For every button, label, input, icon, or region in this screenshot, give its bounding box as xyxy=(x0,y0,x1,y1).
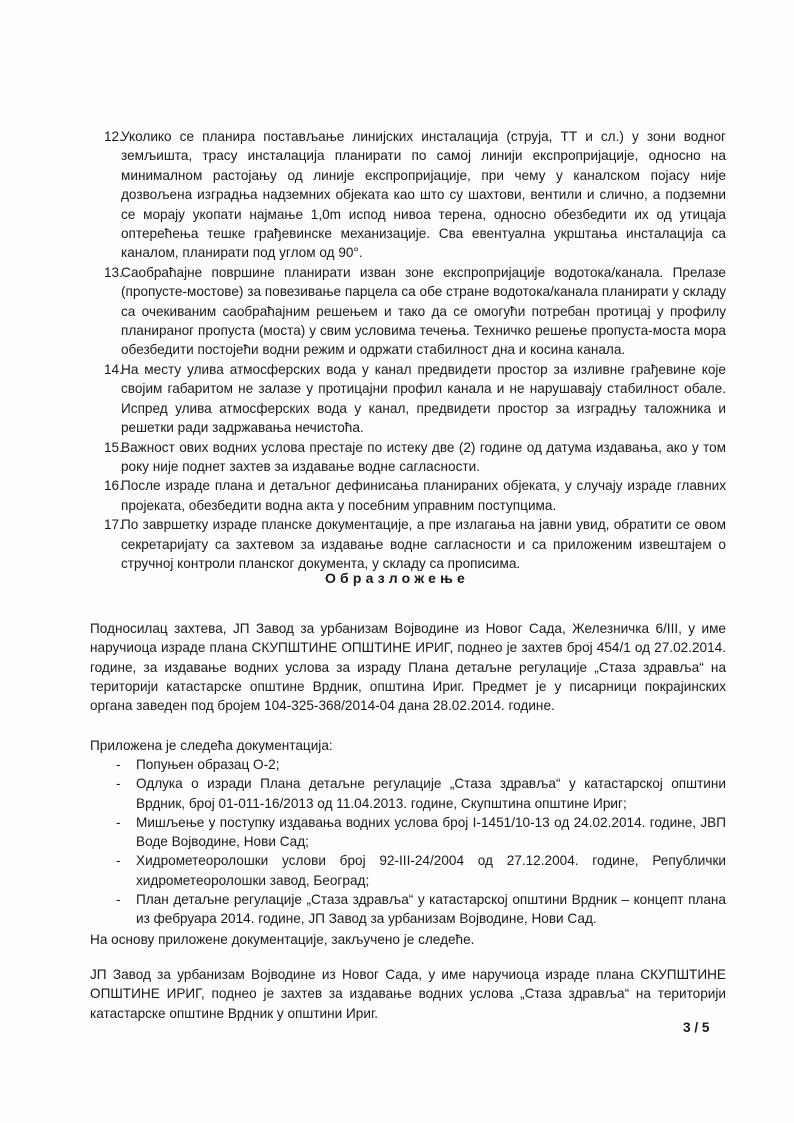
condition-number: 14. xyxy=(104,361,123,377)
conclusion-paragraph: ЈП Завод за урбанизам Војводине из Новог Сада, у име наручиоца израде плана СКУПШТИНЕ ОПШТИНЕ ИРИГ, поднео је захтев за издавање водних услова „Стаза здравља“ на територији катастарске општине Врдник у општини Ириг. xyxy=(90,967,726,1021)
documentation-item: - Одлука о изради Плана детаљне регулације „Стаза здравља“ у катастарској општини Врдник, број 01-011-16/2013 од 11.04.2013. године, Скупштина општине Ириг; xyxy=(116,774,726,813)
documentation-item: - Попуњен образац О-2; xyxy=(116,755,726,774)
condition-number: 13. xyxy=(104,264,123,280)
condition-text: На месту улива атмосферских вода у канал предвидети простор за изливне грађевине које својим габаритом не залазе у протицајни профил канала и не нарушавају стабилност обале. Испред улива атмосферских вода у канал, предвидети простор за изградњу таложника и решетки ради задржавања нечистоћа. xyxy=(121,361,726,436)
condition-number: 17. xyxy=(104,517,123,533)
condition-item xyxy=(104,438,726,477)
documentation-item: - Мишљење у поступку издавања водних услова број I-1451/10-13 од 24.02.2014. године, ЈВП Воде Војводине, Нови Сад; xyxy=(116,813,726,852)
condition-number: 12. xyxy=(104,129,123,144)
section-heading: Образложење xyxy=(324,570,470,586)
condition-text: После израде плана и детаљног дефинисања планираних објеката, у случају израде главних пројеката, обезбедити водна акта у посебним управним поступцима. xyxy=(121,478,726,513)
conditions-list xyxy=(104,127,726,573)
page-number: 3 / 5 xyxy=(683,1020,710,1035)
condition-number: 16. xyxy=(104,478,123,494)
condition-item xyxy=(104,360,726,438)
condition-text: Важност ових водних услова престаје по истеку две (2) године од датума издавања, ако у том року није поднет захтев за издавање водне сагласности. xyxy=(121,439,726,474)
documentation-list xyxy=(116,755,726,929)
condition-item xyxy=(104,127,726,263)
condition-text: По завршетку израде планске документације, а пре излагања на јавни увид, обратити се овом секретаријату са захтевом за издавање водне сагласности и са приложеним извештајем о стручној контроли планског документа, у складу са прописима. xyxy=(121,517,726,571)
condition-item xyxy=(104,263,726,360)
documentation-item: - Хидрометеоролошки услови број 92-III-24/2004 од 27.12.2004. године, Републички хидрометеоролошки завод, Београд; xyxy=(116,851,726,890)
condition-text: Уколико се планира постављање линијских инсталација (струја, ТТ и сл.) у зони водног земљишта, трасу инсталација планирати по самој линији експропријације, односно на минималном растојању од линије експропријације, при чему у каналском појасу није дозвољена изградња надземних објеката као што су шахтови, вентили и слично, а подземни се морају укопати најмање 1,0m испод нивоа терена, односно обезбедити их од утицаја оптерећења тешке грађевинске механизације. Сва евентуална укрштања инсталација са каналом, планирати под углом од 90°. xyxy=(121,129,726,261)
condition-item xyxy=(104,476,726,515)
condition-item xyxy=(104,515,726,573)
applicant-paragraph: Подносилац захтева, ЈП Завод за урбанизам Војводине из Новог Сада, Железничка 6/III, у име наручиоца израде плана СКУПШТИНЕ ОПШТИНЕ ИРИГ, поднео је захтев број 454/1 од 27.02.2014. године, за издавање водних услова за израду Плана детаљне регулације „Стаза здравља“ на територији катастарске општине Врдник, општина Ириг. Предмет је у писарници покрајинских органа заведен под бројем 104-325-368/2014-04 дана 28.02.2014. године. xyxy=(90,621,726,714)
documentation-intro: Приложена је следећа документација: xyxy=(90,738,333,753)
condition-number: 15. xyxy=(104,439,123,455)
condition-text: Саобраћајне површине планирати изван зоне експропријације водотока/канала. Прелазе (пропусте-мостове) за повезивање парцела са обе стране водотока/канала планирати у складу са очекиваним саобраћајним решењем и тако да се омогући потребан протицај у профилу планираног пропуста (моста) у свим условима течења. Техничко решење пропуста-моста мора обезбедити постојећи водни режим и одржати стабилност дна и косина канала. xyxy=(121,264,726,358)
documentation-item: - План детаљне регулације „Стаза здравља“ у катастарској општини Врдник – концепт плана из фебруара 2014. године, ЈП Завод за урбанизам Војводине, Нови Сад. xyxy=(116,890,726,929)
conclusion-intro: На основу приложене документације, закључено је следеће. xyxy=(90,932,475,947)
